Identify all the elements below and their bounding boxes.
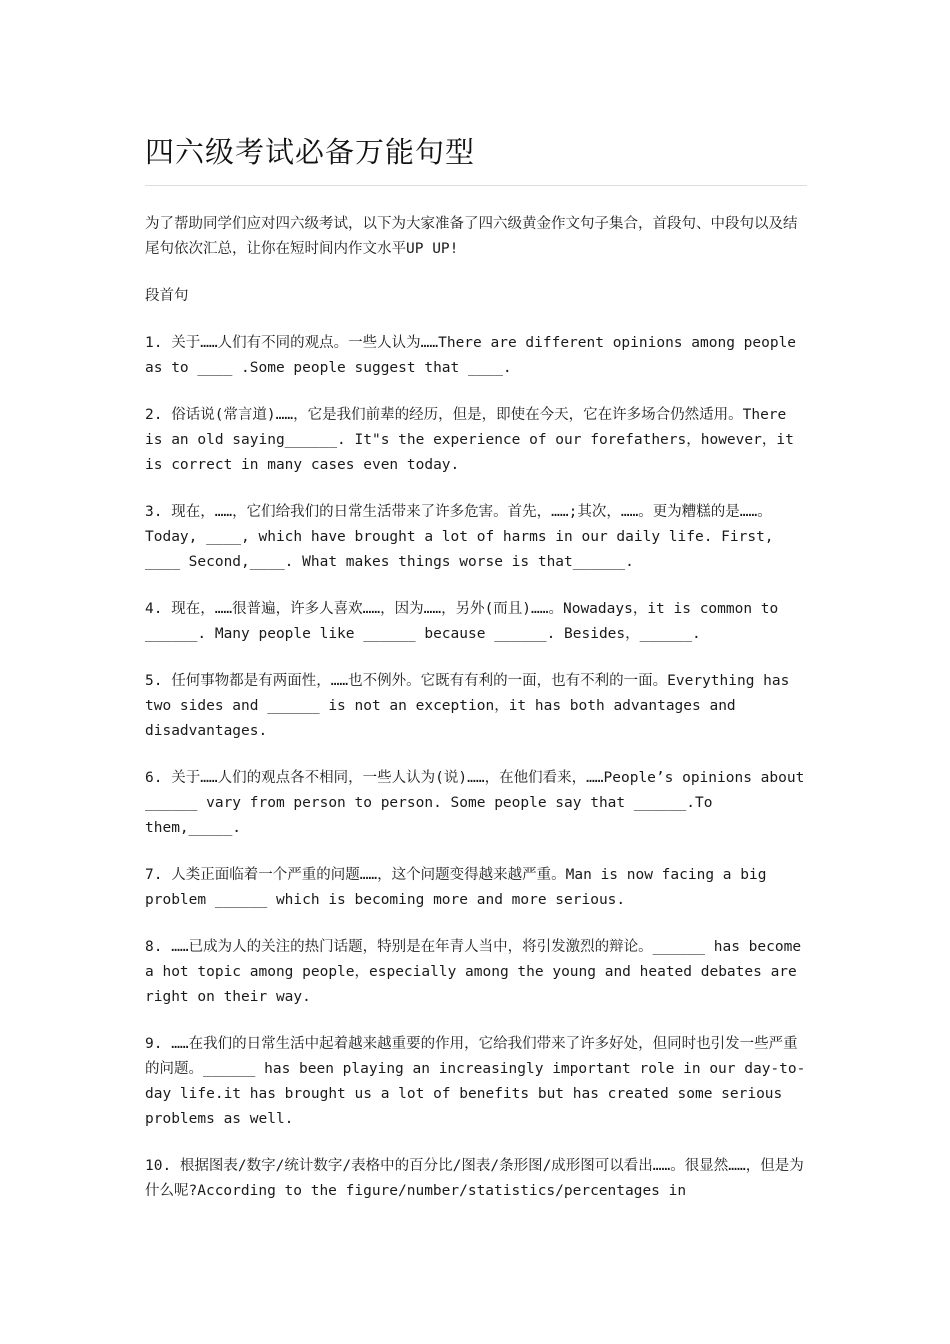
sentence-item-4: 4. 现在，……很普遍，许多人喜欢……，因为……，另外(而且)……。Nowadays，it is common to ______. Many people like ______ because ______. Besides，______.	[145, 601, 788, 642]
sentence-item-7: 7. 人类正面临着一个严重的问题……，这个问题变得越来越严重。Man is now facing a big problem ______ which is becoming more and more serious.	[145, 867, 776, 908]
sentence-item-8: 8. ……已成为人的关注的热门话题，特别是在年青人当中，将引发激烈的辩论。______ has become a hot topic among people，especially among the young and heated debates are right on their way.	[145, 939, 810, 1005]
sentence-item-5: 5. 任何事物都是有两面性，……也不例外。它既有有利的一面，也有不利的一面。Everything has two sides and ______ is not an exception，it has both advantages and disadvantages.	[145, 673, 799, 739]
sentence-item-6: 6. 关于……人们的观点各不相同，一些人认为(说)……，在他们看来，……People’s opinions about ______ vary from person to person. Some people say that ______.To them,_____.	[145, 770, 814, 836]
sentence-item-10: 10. 根据图表/数字/统计数字/表格中的百分比/图表/条形图/成形图可以看出……。很显然……，但是为什么呢?According to the figure/number/statistics/percentages in	[145, 1158, 804, 1199]
sentence-item-1: 1. 关于……人们有不同的观点。一些人认为……There are different opinions among people as to ____ .Some people suggest that ____.	[145, 335, 805, 376]
intro-paragraph: 为了帮助同学们应对四六级考试，以下为大家准备了四六级黄金作文句子集合，首段句、中段句以及结尾句依次汇总，让你在短时间内作文水平UP UP!	[145, 216, 798, 257]
sentence-item-9: 9. ……在我们的日常生活中起着越来越重要的作用，它给我们带来了许多好处，但同时也引发一些严重的问题。______ has been playing an increasingly important role in our day-to-day life.it has brought us a lot of benefits but has created some serious problems as well.	[145, 1036, 806, 1127]
page-title: 四六级考试必备万能句型	[145, 135, 476, 169]
sentence-item-3: 3. 现在，……，它们给我们的日常生活带来了许多危害。首先，……;其次，……。更为糟糕的是……。Today, ____, which have brought a lot of harms in our daily life. First, ____ Second,____. What makes things worse is that______.	[145, 504, 783, 570]
section-heading: 段首句	[145, 288, 189, 304]
sentence-item-2: 2. 俗话说(常言道)……，它是我们前辈的经历，但是，即使在今天，它在许多场合仍然适用。There is an old saying______. It"s the experience of our forefathers，however，it is correct in many cases even today.	[145, 407, 803, 473]
title-divider	[145, 185, 807, 186]
document-body	[145, 212, 814, 1226]
